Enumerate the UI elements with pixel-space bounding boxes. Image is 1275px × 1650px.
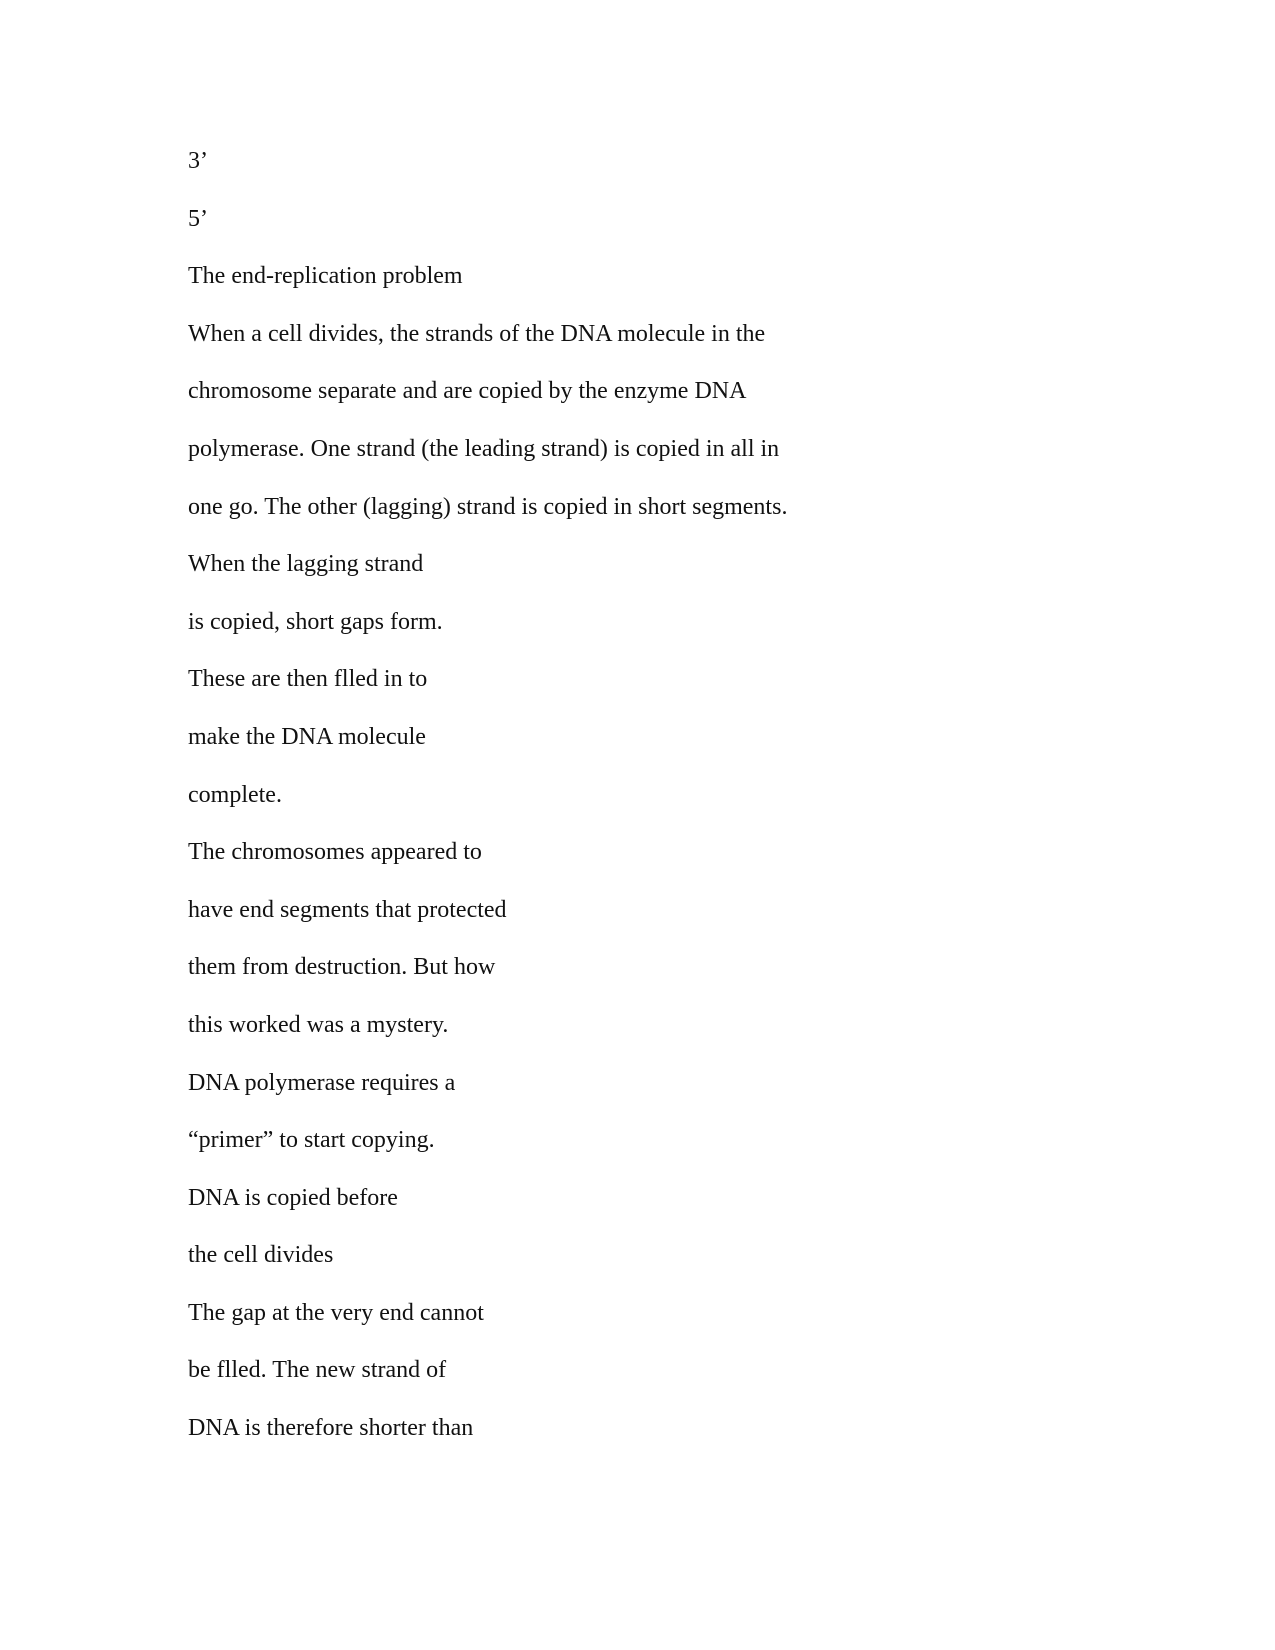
text-line: The gap at the very end cannot (188, 1299, 484, 1326)
text-line: is copied, short gaps form. (188, 608, 443, 635)
text-line: polymerase. One strand (the leading strand) is copied in all in (188, 435, 780, 462)
text-line: DNA polymerase requires a (188, 1069, 456, 1096)
text-line: When a cell divides, the strands of the DNA molecule in the (188, 320, 766, 347)
text-line: make the DNA molecule (188, 723, 426, 750)
text-line: DNA is copied before (188, 1184, 398, 1211)
text-line: be flled. The new strand of (188, 1357, 447, 1384)
label-3-prime: 3’ (188, 148, 208, 174)
text-line: These are then flled in to (188, 666, 428, 693)
text-line: “primer” to start copying. (188, 1127, 435, 1154)
text-line: one go. The other (lagging) strand is copied in short segments. (188, 493, 788, 520)
section-heading: The end-replication problem (188, 263, 463, 290)
text-line: The chromosomes appeared to (188, 839, 482, 866)
label-5-prime: 5’ (188, 205, 208, 232)
text-line: complete. (188, 781, 282, 808)
text-line: them from destruction. But how (188, 954, 496, 981)
text-line: chromosome separate and are copied by the enzyme DNA (188, 378, 747, 405)
text-line: the cell divides (188, 1242, 334, 1269)
text-line: When the lagging strand (188, 551, 424, 578)
text-line: DNA is therefore shorter than (188, 1415, 474, 1442)
text-line: this worked was a mystery. (188, 1011, 449, 1038)
text-line: have end segments that protected (188, 896, 507, 923)
text-column (188, 145, 1088, 1470)
